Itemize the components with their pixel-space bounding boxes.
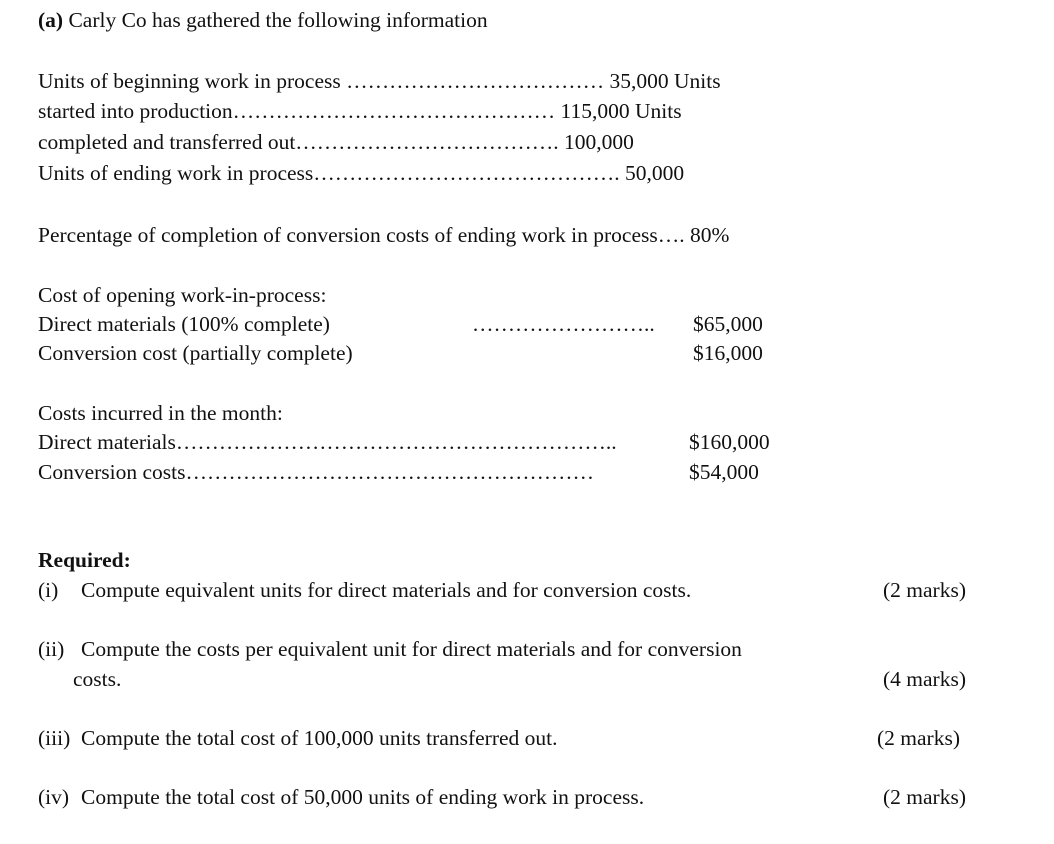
month-cost-value: $54,000 <box>689 460 759 484</box>
opening-cost-heading: Cost of opening work-in-process: <box>38 283 327 307</box>
units-value: 115,000 Units <box>555 99 682 123</box>
opening-cost-value: $65,000 <box>693 312 763 336</box>
units-row <box>38 163 684 185</box>
required-item-number: (iv) <box>38 785 70 809</box>
month-cost-row <box>38 432 617 454</box>
opening-cost-label: Conversion cost (partially complete) <box>38 341 353 365</box>
units-row <box>38 71 721 93</box>
units-row <box>38 101 682 123</box>
dot-leader: ……………………………… <box>340 69 605 93</box>
question-label: (a) <box>38 8 64 32</box>
dot-leader: ………………………………. <box>295 130 559 154</box>
required-item-marks: (2 marks) <box>883 578 966 602</box>
required-item-number: (i) <box>38 578 59 602</box>
dot-leader: ……………………………………. <box>313 161 620 185</box>
units-value: 100,000 <box>558 130 634 154</box>
units-value: 50,000 <box>619 161 685 185</box>
required-item-marks: (2 marks) <box>883 785 966 809</box>
dot-leader: …………………….. <box>472 312 655 336</box>
required-item-text: Compute the costs per equivalent unit for direct materials and for conversion <box>81 637 742 661</box>
month-cost-row <box>38 462 594 484</box>
required-heading <box>38 550 131 572</box>
month-costs-heading: Costs incurred in the month: <box>38 401 283 425</box>
question-intro <box>38 10 488 32</box>
required-item-text: Compute equivalent units for direct materials and for conversion costs. <box>81 578 692 602</box>
dot-leader: ……………………………………… <box>232 99 556 123</box>
month-cost-label: Conversion costs <box>38 460 186 484</box>
required-item-text-continued: costs. <box>73 667 122 691</box>
units-label: completed and transferred out <box>38 130 296 154</box>
units-label: started into production <box>38 99 233 123</box>
required-heading-text: Required: <box>38 548 131 572</box>
completion-percentage: Percentage of completion of conversion costs of ending work in process…. 80% <box>38 223 730 247</box>
required-item-number: (iii) <box>38 726 71 750</box>
units-row <box>38 132 634 154</box>
dot-leader: ………………………………………………… <box>185 460 595 484</box>
opening-cost-label: Direct materials (100% complete) <box>38 312 330 336</box>
opening-cost-value: $16,000 <box>693 341 763 365</box>
required-item-text: Compute the total cost of 100,000 units transferred out. <box>81 726 558 750</box>
required-item-number: (ii) <box>38 637 65 661</box>
required-item-text: Compute the total cost of 50,000 units of ending work in process. <box>81 785 645 809</box>
month-cost-value: $160,000 <box>689 430 770 454</box>
units-value: 35,000 Units <box>604 69 721 93</box>
dot-leader: …………………………………………………….. <box>175 430 617 454</box>
units-label: Units of beginning work in process <box>38 69 341 93</box>
intro-text: Carly Co has gathered the following information <box>68 8 488 32</box>
month-cost-label: Direct materials <box>38 430 176 454</box>
required-item-marks: (2 marks) <box>877 726 960 750</box>
units-label: Units of ending work in process <box>38 161 314 185</box>
required-item-marks: (4 marks) <box>883 667 966 691</box>
